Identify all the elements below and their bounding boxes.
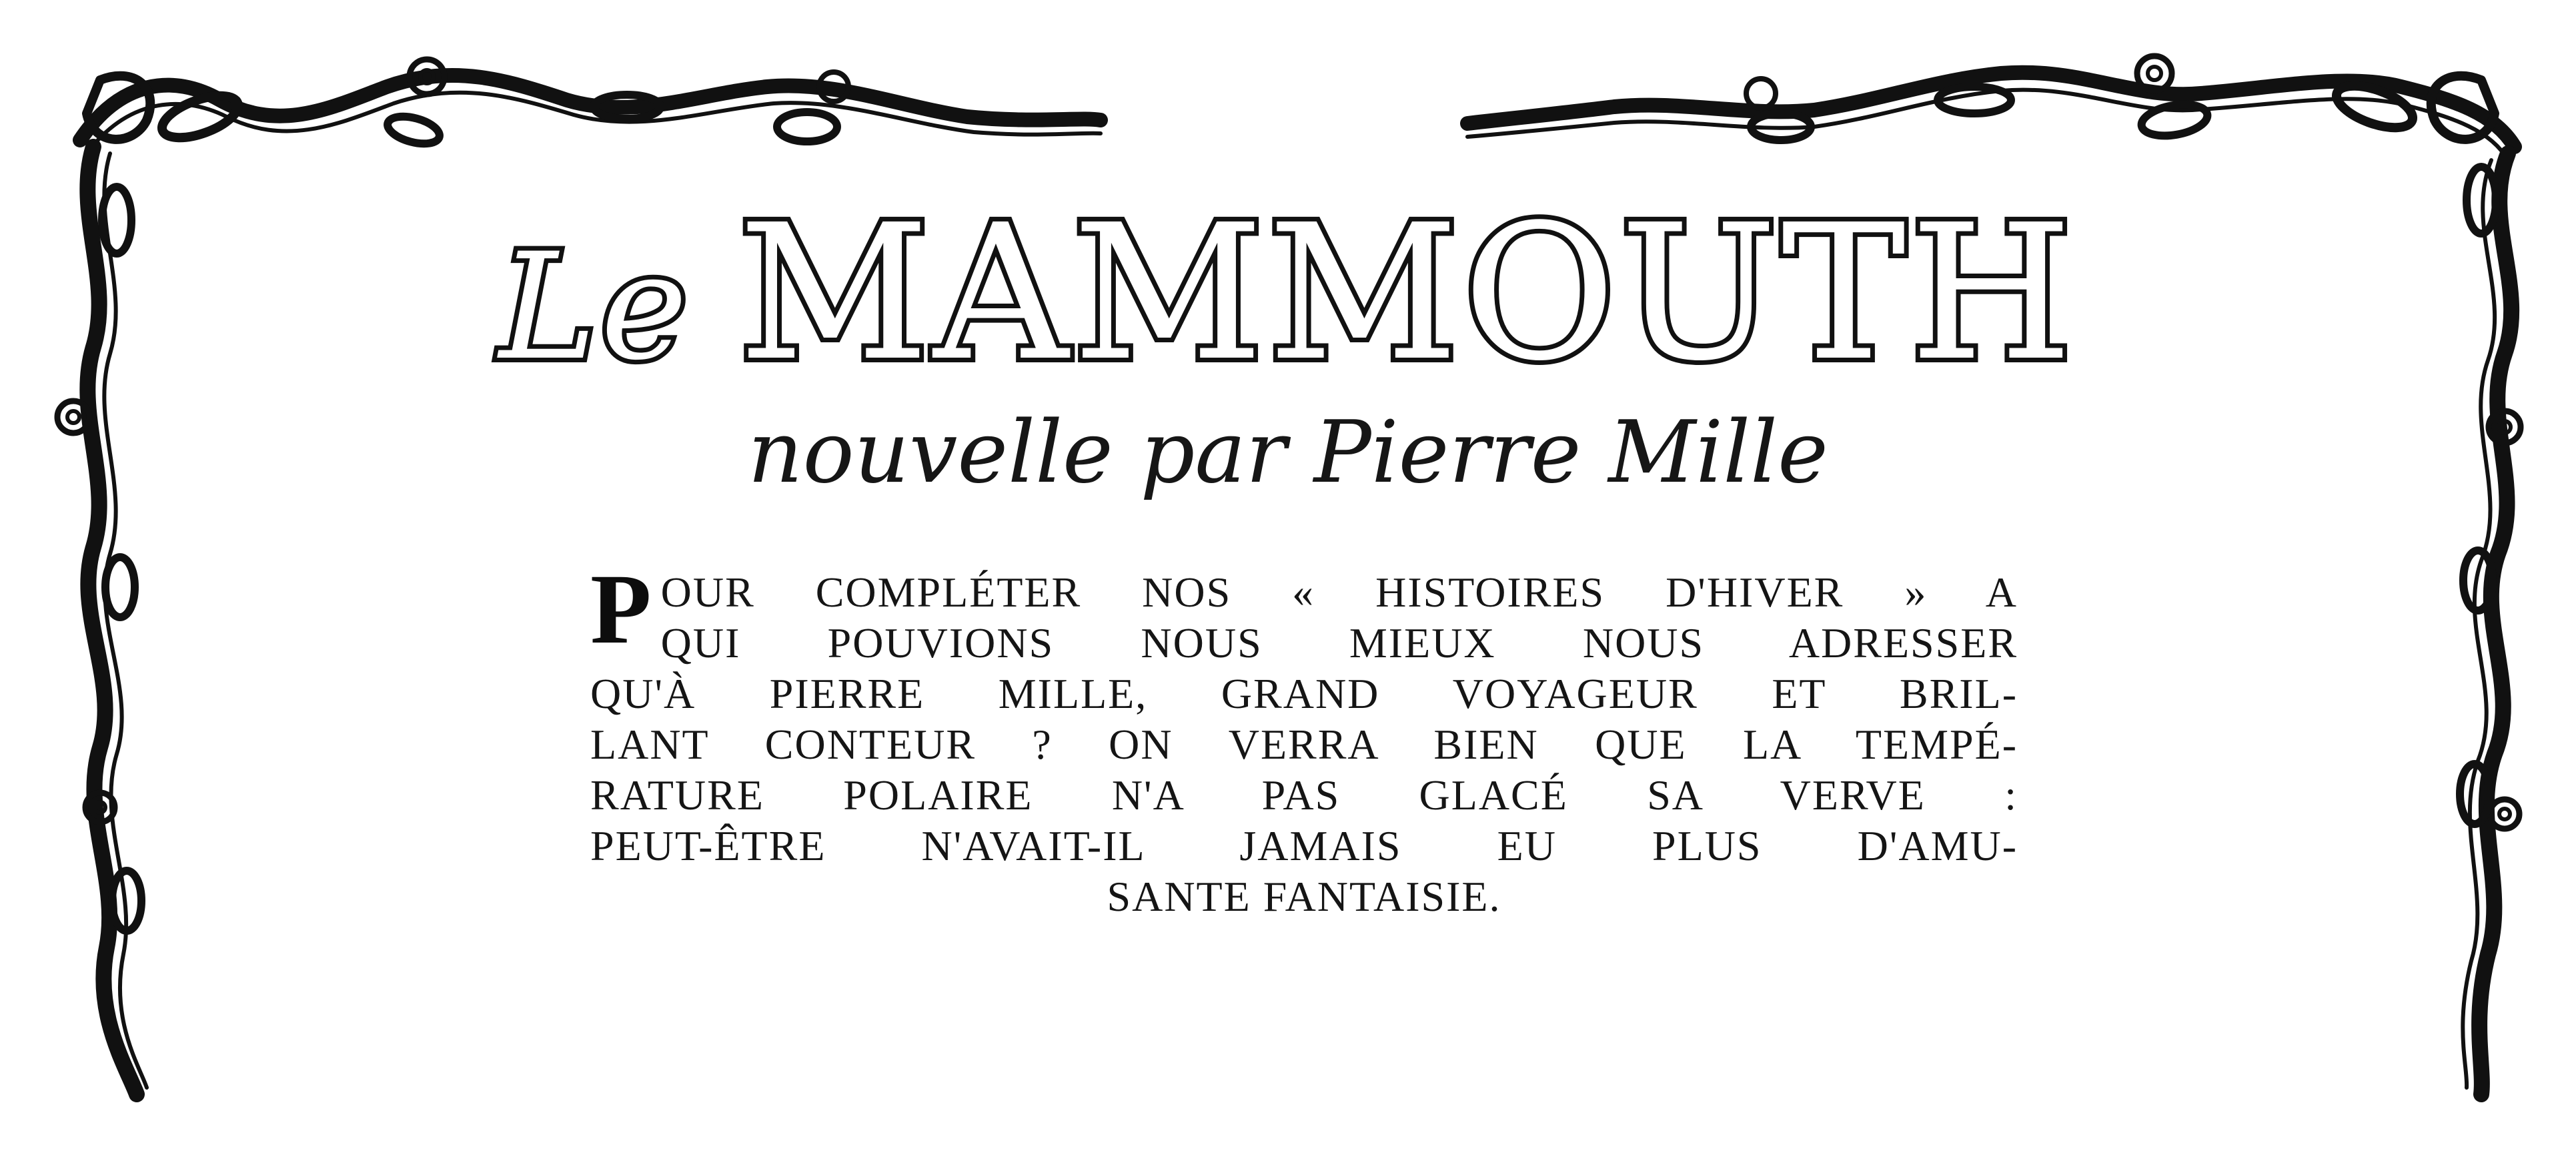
- intro-paragraph: [590, 554, 2018, 922]
- intro-line: QU'À PIERRE MILLE, GRAND VOYAGEUR ET BRIL-: [590, 670, 2018, 717]
- intro-line: LANT CONTEUR ? ON VERRA BIEN QUE LA TEMPÉ-: [590, 721, 2018, 768]
- article-subtitle: nouvelle par Pierre Mille: [748, 403, 1828, 502]
- intro-line: SANTE FANTAISIE.: [1107, 873, 1501, 920]
- title-prefix: Le: [499, 222, 692, 392]
- drop-cap: P: [590, 554, 653, 665]
- intro-line: PEUT-ÊTRE N'AVAIT-IL JAMAIS EU PLUS D'AMU-: [590, 822, 2018, 869]
- article-title: [0, 185, 2576, 402]
- intro-line: OUR COMPLÉTER NOS « HISTOIRES D'HIVER » A: [660, 568, 2018, 616]
- intro-line: RATURE POLAIRE N'A PAS GLACÉ SA VERVE :: [590, 771, 2018, 819]
- intro-line: QUI POUVIONS NOUS MIEUX NOUS ADRESSER: [660, 619, 2018, 667]
- title-main: MAMMOUTH: [738, 185, 2077, 402]
